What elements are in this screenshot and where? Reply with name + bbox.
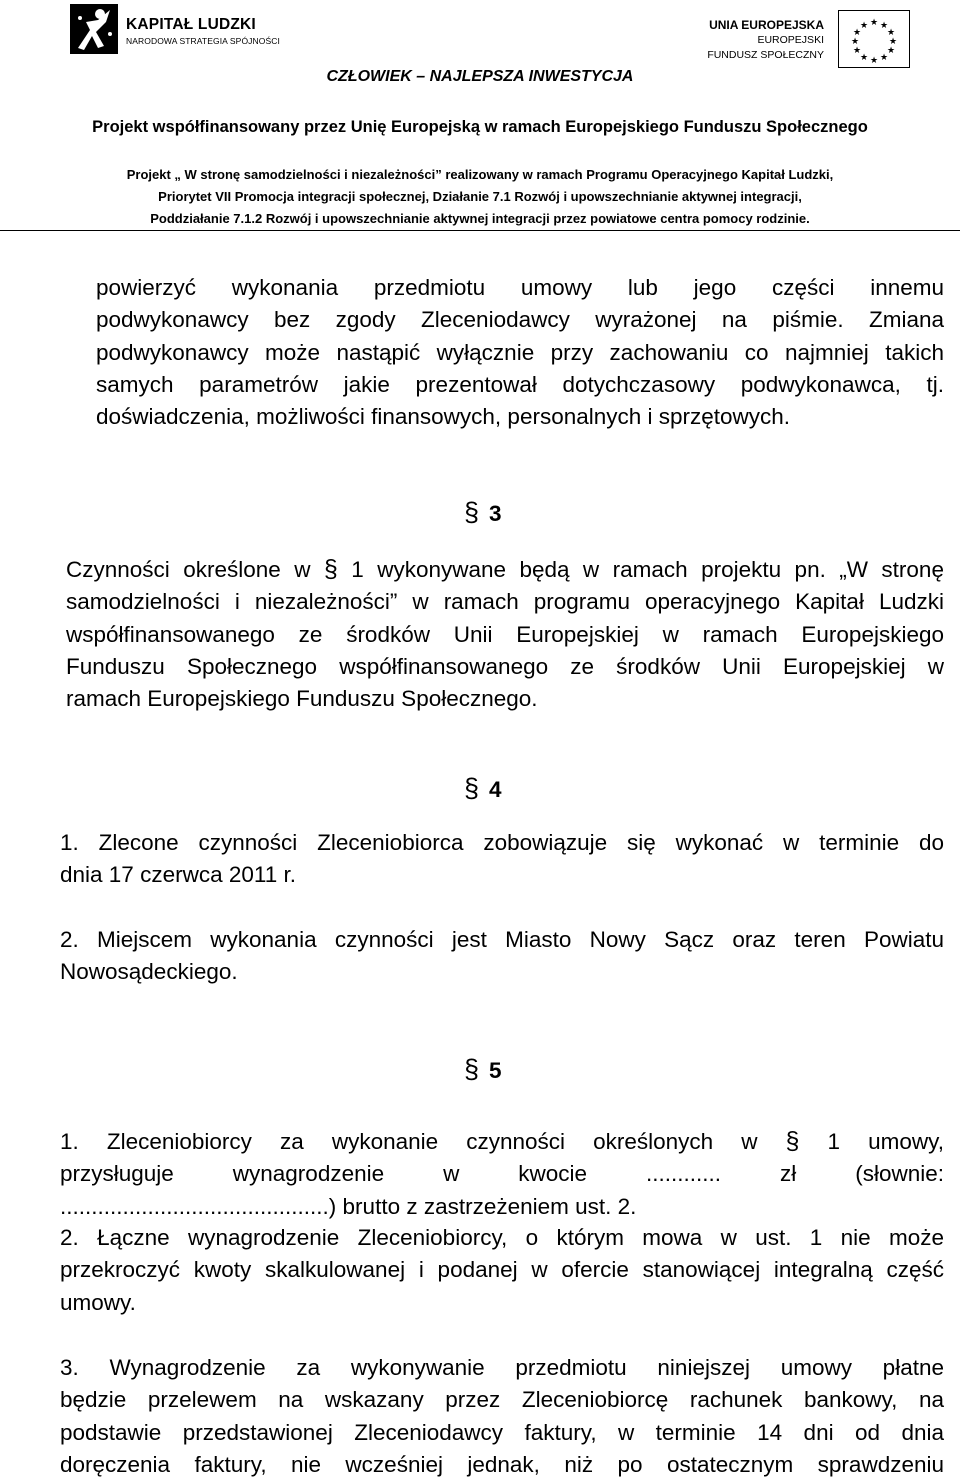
- section-3-heading: [464, 497, 502, 528]
- svg-text:★: ★: [850, 37, 860, 47]
- logo-left-title: KAPITAŁ LUDZKI: [126, 16, 256, 33]
- section-number: 4: [489, 777, 502, 802]
- section-5-heading: [464, 1054, 502, 1085]
- section-4-item-1: [60, 827, 944, 892]
- paragraph-line: przysługuje wynagrodzenie w kwocie ............ zł (słownie:: [60, 1161, 944, 1187]
- svg-text:★: ★: [879, 53, 889, 63]
- paragraph-line: będzie przelewem na wskazany przez Zleceniobiorcę rachunek bankowy, na: [60, 1387, 944, 1413]
- svg-text:★: ★: [886, 46, 896, 56]
- intro-line: powierzyć wykonania przedmiotu umowy lub jego części innemu: [96, 275, 944, 300]
- section-sign: §: [464, 773, 480, 803]
- section-5-item-3: [60, 1352, 944, 1481]
- svg-text:★: ★: [869, 18, 879, 28]
- eu-logo-line1: UNIA EUROPEJSKA: [709, 18, 824, 32]
- project-line-1: Projekt „ W stronę samodzielności i niezależności” realizowany w ramach Programu Operacyjnego Kapitał Ludzki,: [126, 167, 834, 182]
- eu-logo-line2: EUROPEJSKI: [757, 34, 824, 46]
- kapital-ludzki-logo: [70, 2, 300, 64]
- section-4-item-2: [60, 924, 944, 989]
- svg-text:★: ★: [869, 56, 879, 66]
- intro-line: podwykonawcy bez zgody Zleceniodawcy wyrażonej na piśmie. Zmiana: [96, 307, 944, 333]
- section-sign: §: [464, 497, 480, 527]
- paragraph-line: 3. Wynagrodzenie za wykonywanie przedmiotu niniejszej umowy płatne: [60, 1355, 944, 1380]
- svg-text:★: ★: [886, 28, 896, 38]
- section-3-paragraph: [66, 553, 944, 715]
- svg-text:★: ★: [852, 46, 862, 56]
- paragraph-line: umowy.: [60, 1289, 136, 1315]
- eu-flag-icon: [838, 10, 910, 68]
- paragraph-line: 2. Miejscem wykonania czynności jest Miasto Nowy Sącz oraz teren Powiatu: [60, 927, 944, 952]
- text-fragment: Czynności określone w: [66, 557, 311, 582]
- text-fragment: 1 wykonywane będą w ramach projektu pn. „W stronę: [351, 557, 944, 582]
- slogan: CZŁOWIEK – NAJLEPSZA INWESTYCJA: [326, 68, 634, 85]
- paragraph-line: Nowosądeckiego.: [60, 959, 238, 985]
- paragraph-line: dnia 17 czerwca 2011 r.: [60, 862, 296, 888]
- svg-text:★: ★: [879, 21, 889, 31]
- eu-logo: [650, 10, 910, 70]
- cofinancing-note: Projekt współfinansowany przez Unię Europejską w ramach Europejskiego Funduszu Społecznego: [92, 118, 868, 136]
- paragraph-line: ramach Europejskiego Funduszu Społecznego.: [66, 686, 538, 712]
- project-line-2: Priorytet VII Promocja integracji społecznej, Działanie 7.1 Rozwój i upowszechnianie aktywnej integracji,: [158, 189, 802, 204]
- paragraph-line: [66, 553, 944, 586]
- eu-logo-text: [707, 18, 824, 63]
- project-line-3: Poddziałanie 7.1.2 Rozwój i upowszechnianie aktywnej integracji przez powiatowe centra pomocy rodzinie.: [150, 211, 810, 226]
- text-fragment: 1. Zleceniobiorcy za wykonanie czynności określonych w: [60, 1129, 758, 1154]
- intro-line: samych parametrów jakie prezentował dotychczasowy podwykonawca, tj.: [96, 371, 944, 397]
- svg-text:★: ★: [888, 37, 898, 47]
- logo-left-subtitle: NARODOWA STRATEGIA SPÓJNOŚCI: [126, 36, 280, 46]
- paragraph-line: doręczenia faktury, nie wcześniej jednak, niż po ostatecznym sprawdzeniu: [60, 1451, 944, 1477]
- paragraph-line: podstawie przedstawionej Zleceniodawcy faktury, w terminie 14 dni od dnia: [60, 1419, 944, 1445]
- project-description: [0, 164, 960, 230]
- svg-text:★: ★: [859, 53, 869, 63]
- svg-text:★: ★: [859, 21, 869, 31]
- text-fragment: 1 umowy,: [827, 1129, 944, 1154]
- intro-paragraph: [96, 272, 944, 433]
- section-number: 3: [489, 501, 502, 526]
- section-number: 5: [489, 1058, 502, 1083]
- paragraph-line: 2. Łączne wynagrodzenie Zleceniobiorcy, o którym mowa w ust. 1 nie może: [60, 1225, 944, 1250]
- intro-line: podwykonawcy może nastąpić wyłącznie przy zachowaniu co najmniej takich: [96, 339, 944, 365]
- eu-logo-line3: FUNDUSZ SPOŁECZNY: [707, 49, 824, 61]
- paragraph-line: współfinansowanego ze środków Unii Europejskiej w ramach Europejskiego: [66, 621, 944, 647]
- paragraph-line: ...........................................) brutto z zastrzeżeniem ust. 2.: [60, 1193, 637, 1219]
- paragraph-line: samodzielności i niezależności” w ramach programu operacyjnego Kapitał Ludzki: [66, 589, 944, 615]
- intro-line: doświadczenia, możliwości finansowych, personalnych i sprzętowych.: [96, 404, 791, 430]
- section-sign: §: [785, 1127, 800, 1155]
- section-5-item-1: [60, 1125, 944, 1223]
- document-header: [0, 0, 960, 234]
- paragraph-line: przekroczyć kwoty skalkulowanej i podanej w ofercie stanowiącej integralną część: [60, 1257, 944, 1283]
- human-figure-logo-icon: [70, 4, 118, 54]
- paragraph-line: Funduszu Społecznego współfinansowanego ze środków Unii Europejskiej w: [66, 653, 944, 679]
- section-4-heading: [464, 773, 502, 804]
- svg-text:★: ★: [852, 28, 862, 38]
- paragraph-line: 1. Zlecone czynności Zleceniobiorca zobowiązuje się wykonać w terminie do: [60, 830, 944, 855]
- section-sign: §: [464, 1054, 480, 1084]
- section-sign: §: [323, 555, 338, 583]
- paragraph-line: [60, 1125, 944, 1158]
- header-divider: [0, 230, 960, 231]
- section-5-item-2: [60, 1222, 944, 1319]
